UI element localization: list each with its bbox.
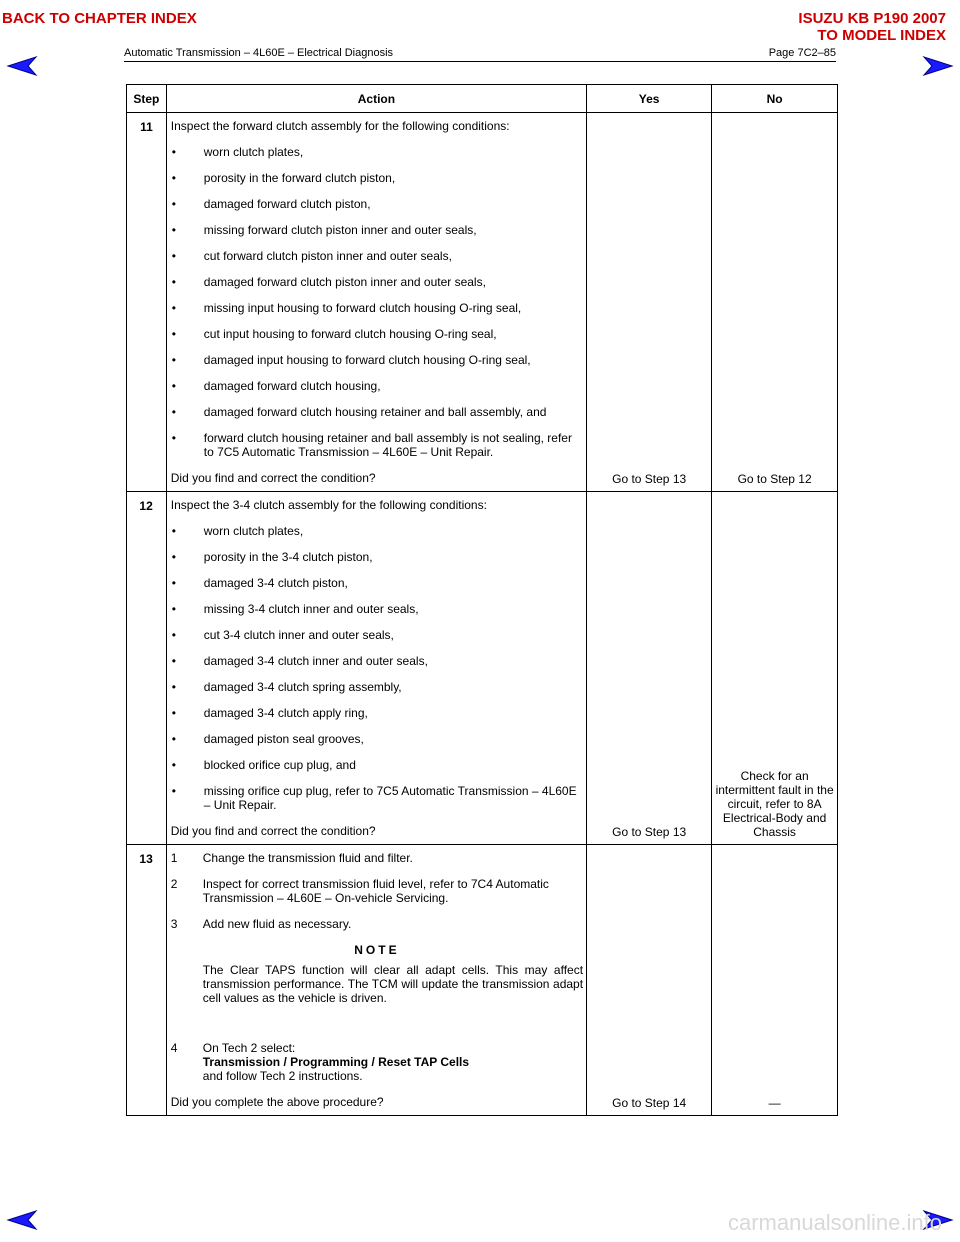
- yes-outcome: Go to Step 13: [587, 492, 712, 845]
- action-question: Did you complete the above procedure?: [170, 1095, 384, 1109]
- action-question: Did you find and correct the condition?: [170, 471, 376, 485]
- no-outcome: —: [712, 845, 838, 1116]
- numbered-item: [171, 1041, 583, 1083]
- col-header-step: Step: [127, 85, 167, 113]
- bullet-item: [171, 327, 583, 341]
- running-header-title: Automatic Transmission – 4L60E – Electrical Diagnosis: [124, 47, 394, 59]
- bullet-icon: •: [171, 576, 176, 590]
- bullet-item: [171, 680, 583, 694]
- bullet-item: [171, 784, 583, 812]
- item-number: 4: [170, 1041, 178, 1055]
- item-text: Change the transmission fluid and filter.: [202, 851, 413, 865]
- bullet-item: [171, 524, 583, 538]
- col-header-yes: Yes: [587, 85, 712, 113]
- bullet-icon: •: [171, 197, 176, 211]
- table-row: [127, 492, 838, 845]
- to-model-index-label[interactable]: TO MODEL INDEX: [817, 27, 946, 44]
- bullet-icon: •: [171, 602, 176, 616]
- bullet-icon: •: [171, 524, 176, 538]
- numbered-item: [171, 877, 583, 905]
- bullet-icon: •: [171, 249, 176, 263]
- bullet-item: [171, 550, 583, 564]
- step-action: [166, 492, 586, 845]
- bullet-icon: •: [171, 628, 176, 642]
- bullet-text: worn clutch plates,: [203, 524, 304, 538]
- bullet-text: damaged forward clutch piston,: [203, 197, 371, 211]
- bullet-item: [171, 431, 583, 459]
- no-outcome-text: Check for an intermittent fault in the circuit, refer to 8A Electrical-Body and Chassis: [715, 769, 834, 839]
- bullet-text: porosity in the 3-4 clutch piston,: [203, 550, 373, 564]
- bullet-item: [171, 197, 583, 211]
- item-number: 3: [170, 917, 178, 931]
- bullet-icon: •: [171, 379, 176, 393]
- bullet-text: cut forward clutch piston inner and outer seals,: [203, 249, 452, 263]
- table-row: [127, 845, 838, 1116]
- bullet-icon: •: [171, 223, 176, 237]
- header-rule: [124, 61, 836, 62]
- step-action: [166, 113, 586, 492]
- table-header-row: [127, 85, 838, 113]
- item-text: Add new fluid as necessary.: [202, 917, 352, 931]
- col-header-no: No: [712, 85, 838, 113]
- bullet-icon: •: [171, 784, 176, 798]
- next-page-arrow-icon[interactable]: [922, 56, 954, 76]
- bullet-icon: •: [171, 431, 176, 445]
- step-action: [166, 845, 586, 1116]
- bullet-icon: •: [171, 654, 176, 668]
- bullet-text: cut input housing to forward clutch housing O-ring seal,: [203, 327, 497, 341]
- bullet-icon: •: [171, 732, 176, 746]
- bullet-icon: •: [171, 405, 176, 419]
- bullet-item: [171, 145, 583, 159]
- model-name: ISUZU KB P190 2007: [798, 10, 946, 27]
- bullet-text: damaged 3-4 clutch spring assembly,: [203, 680, 402, 694]
- bullet-text: damaged forward clutch housing,: [203, 379, 381, 393]
- bullet-icon: •: [171, 706, 176, 720]
- item-number: 2: [170, 877, 178, 891]
- bullet-item: [171, 706, 583, 720]
- bullet-icon: •: [171, 275, 176, 289]
- bullet-icon: •: [171, 301, 176, 315]
- previous-page-arrow-bottom-icon[interactable]: [6, 1210, 38, 1230]
- running-header-page: Page 7C2–85: [768, 47, 836, 59]
- bullet-item: [171, 249, 583, 263]
- bullet-item: [171, 602, 583, 616]
- bullet-text: damaged 3-4 clutch inner and outer seals,: [203, 654, 428, 668]
- item-text: Inspect for correct transmission fluid level, refer to 7C4 Automatic Transmission – 4L60E – On-vehicle Servicing.: [202, 877, 549, 905]
- bullet-text: damaged 3-4 clutch piston,: [203, 576, 348, 590]
- no-outcome: [712, 492, 838, 845]
- bullet-icon: •: [171, 353, 176, 367]
- item-text-after: and follow Tech 2 instructions.: [202, 1069, 363, 1083]
- note-title: NOTE: [354, 943, 400, 957]
- bullet-item: [171, 405, 583, 419]
- bullet-icon: •: [171, 327, 176, 341]
- step-number: 13: [127, 845, 167, 1116]
- bullet-text: missing forward clutch piston inner and outer seals,: [203, 223, 477, 237]
- col-header-action: Action: [166, 85, 586, 113]
- bullet-text: damaged 3-4 clutch apply ring,: [203, 706, 368, 720]
- item-number: 1: [170, 851, 178, 865]
- menu-path: Transmission / Programming / Reset TAP Cells: [202, 1055, 470, 1069]
- step-number: 11: [127, 113, 167, 492]
- bullet-icon: •: [171, 680, 176, 694]
- bullet-text: damaged forward clutch housing retainer and ball assembly, and: [203, 405, 547, 419]
- bullet-item: [171, 301, 583, 315]
- bullet-icon: •: [171, 145, 176, 159]
- table-row: [127, 113, 838, 492]
- back-to-chapter-index-link[interactable]: BACK TO CHAPTER INDEX: [2, 10, 197, 27]
- bullet-text: missing 3-4 clutch inner and outer seals,: [203, 602, 419, 616]
- yes-outcome: Go to Step 13: [587, 113, 712, 492]
- model-index-link[interactable]: [798, 10, 946, 44]
- bullet-item: [171, 353, 583, 367]
- item-text: On Tech 2 select:: [202, 1041, 296, 1055]
- action-question: Did you find and correct the condition?: [170, 824, 376, 838]
- bullet-item: [171, 223, 583, 237]
- numbered-item: [171, 851, 583, 865]
- bullet-text: worn clutch plates,: [203, 145, 304, 159]
- bullet-item: [171, 379, 583, 393]
- bullet-text: missing orifice cup plug, refer to 7C5 Automatic Transmission – 4L60E – Unit Repair.: [203, 784, 577, 812]
- previous-page-arrow-icon[interactable]: [6, 56, 38, 76]
- step-number: 12: [127, 492, 167, 845]
- bullet-item: [171, 275, 583, 289]
- yes-outcome: Go to Step 14: [587, 845, 712, 1116]
- bullet-icon: •: [171, 171, 176, 185]
- bullet-text: porosity in the forward clutch piston,: [203, 171, 396, 185]
- bullet-text: missing input housing to forward clutch housing O-ring seal,: [203, 301, 522, 315]
- action-intro: Inspect the 3-4 clutch assembly for the following conditions:: [170, 498, 487, 512]
- no-outcome: Go to Step 12: [712, 113, 838, 492]
- bullet-item: [171, 654, 583, 668]
- bullet-text: damaged input housing to forward clutch housing O-ring seal,: [203, 353, 531, 367]
- diagnostic-table: [126, 84, 838, 1116]
- bullet-text: damaged piston seal grooves,: [203, 732, 364, 746]
- bullet-item: [171, 628, 583, 642]
- bullet-item: [171, 576, 583, 590]
- action-intro: Inspect the forward clutch assembly for the following conditions:: [170, 119, 510, 133]
- bullet-icon: •: [171, 758, 176, 772]
- bullet-item: [171, 171, 583, 185]
- bullet-item: [171, 758, 583, 772]
- bullet-text: forward clutch housing retainer and ball assembly is not sealing, refer to 7C5 Automatic Transmission – 4L60E – Unit Repair.: [203, 431, 572, 459]
- numbered-item: [171, 917, 583, 931]
- bullet-text: blocked orifice cup plug, and: [203, 758, 356, 772]
- bullet-text: damaged forward clutch piston inner and outer seals,: [203, 275, 486, 289]
- watermark: carmanualsonline.info: [727, 1210, 942, 1235]
- bullet-item: [171, 732, 583, 746]
- bullet-text: cut 3-4 clutch inner and outer seals,: [203, 628, 394, 642]
- bullet-icon: •: [171, 550, 176, 564]
- note-body: The Clear TAPS function will clear all adapt cells. This may affect transmission performance. The TCM will update the transmission adapt cell values as the vehicle is driven.: [202, 963, 584, 1005]
